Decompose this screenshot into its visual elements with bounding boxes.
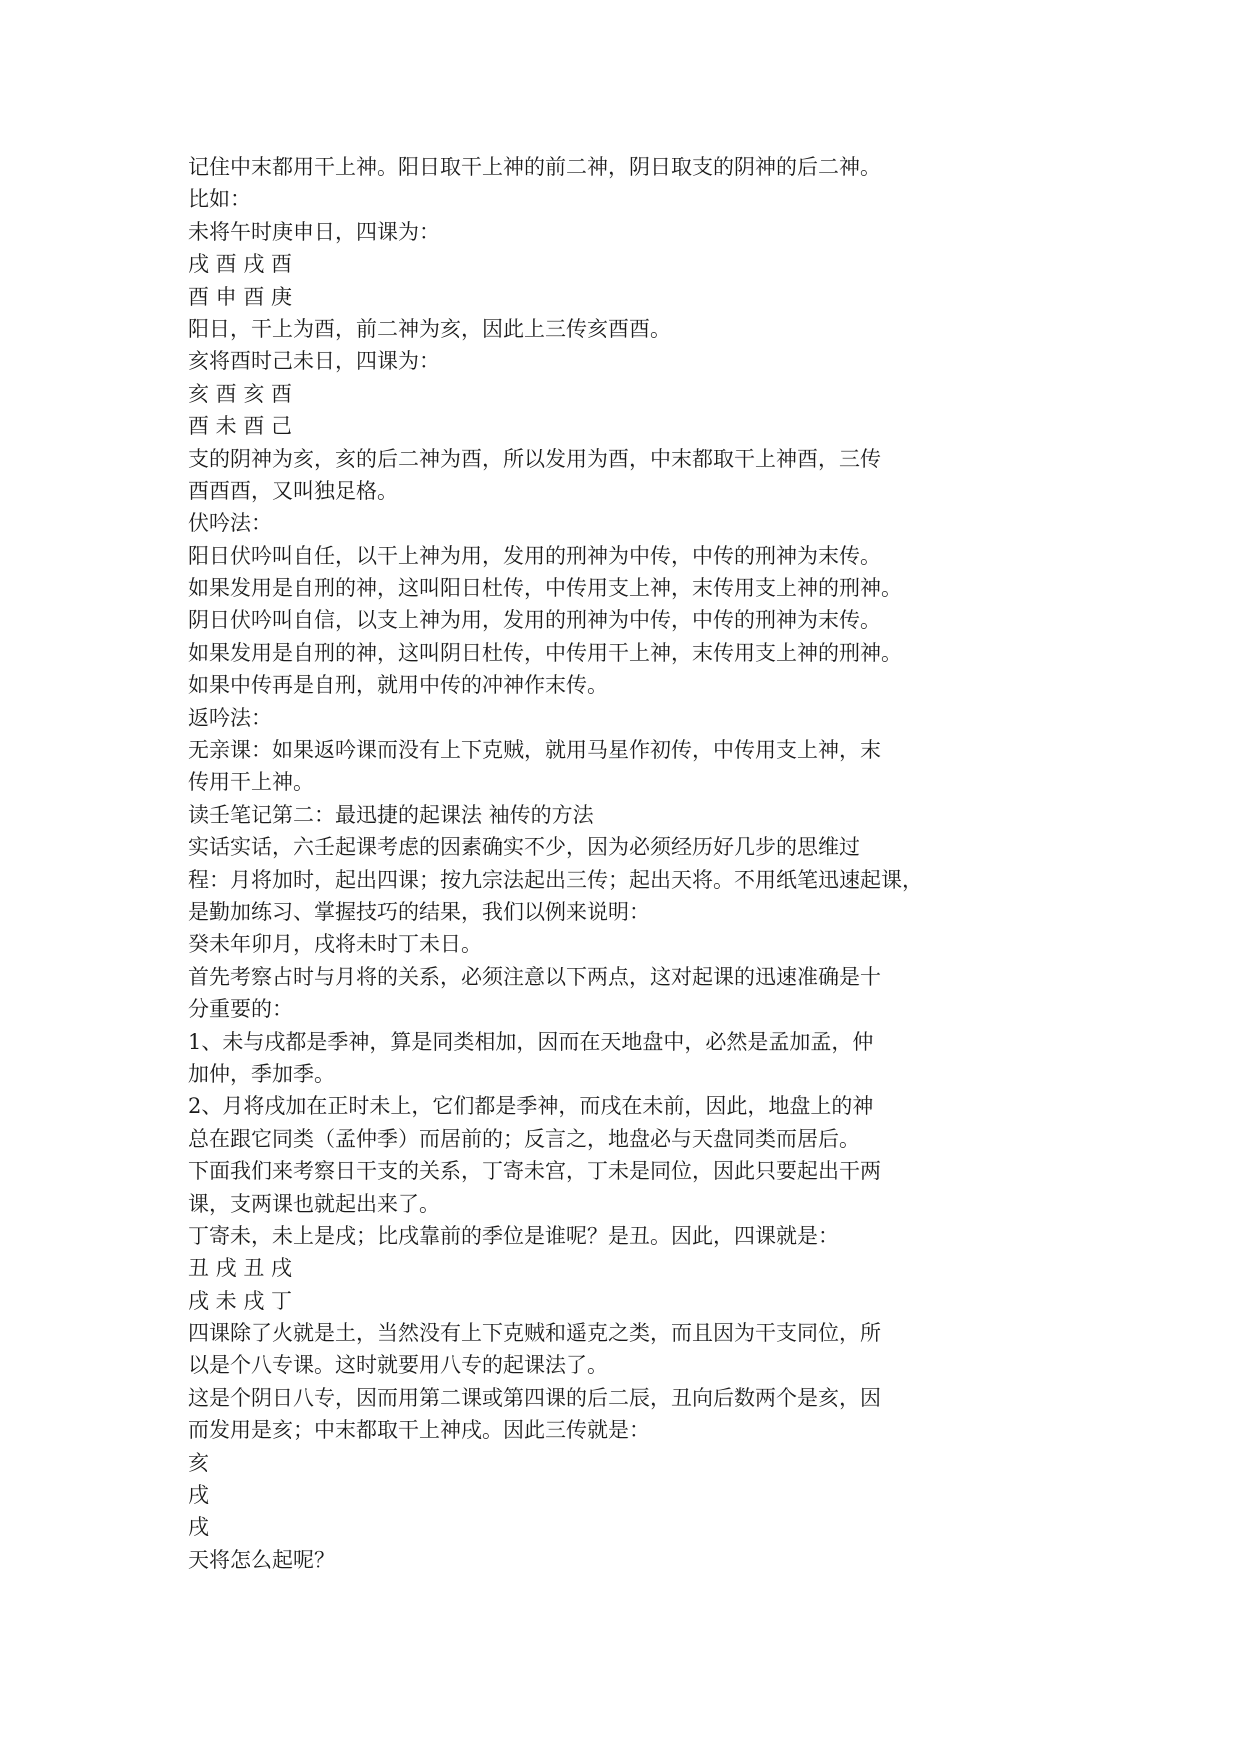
text-line: 亥将酉时己未日，四课为： bbox=[188, 349, 440, 374]
text-line: 丑 戌 丑 戌 bbox=[188, 1256, 293, 1281]
text-line: 戌 bbox=[188, 1483, 209, 1508]
text-line: 阴日伏吟叫自信，以支上神为用，发用的刑神为中传，中传的刑神为末传。 bbox=[188, 608, 881, 633]
text-line: 以是个八专课。这时就要用八专的起课法了。 bbox=[188, 1353, 608, 1378]
text-line: 支的阴神为亥，亥的后二神为酉，所以发用为酉，中末都取干上神酉，三传 bbox=[188, 446, 881, 471]
text-line: 癸未年卯月，戌将未时丁未日。 bbox=[188, 932, 482, 957]
text-line: 下面我们来考察日干支的关系，丁寄未宫，丁未是同位，因此只要起出干两 bbox=[188, 1159, 881, 1184]
text-line: 戌 酉 戌 酉 bbox=[188, 252, 293, 277]
text-line: 亥 bbox=[188, 1450, 209, 1475]
section-heading: 伏吟法： bbox=[188, 511, 272, 536]
section-title: 读壬笔记第二：最迅捷的起课法 袖传的方法 bbox=[188, 802, 594, 827]
text-line: 酉 未 酉 己 bbox=[188, 414, 293, 439]
text-line: 戌 未 戌 丁 bbox=[188, 1288, 293, 1313]
text-line: 比如： bbox=[188, 187, 251, 212]
text-line: 如果中传再是自刑，就用中传的冲神作末传。 bbox=[188, 673, 608, 698]
text-line: 亥 酉 亥 酉 bbox=[188, 381, 293, 406]
text-line: 2、月将戌加在正时未上，它们都是季神，而戌在未前，因此，地盘上的神 bbox=[188, 1094, 874, 1119]
text-line: 丁寄未，未上是戌；比戌靠前的季位是谁呢？是丑。因此，四课就是： bbox=[188, 1223, 839, 1248]
text-line: 未将午时庚申日，四课为： bbox=[188, 219, 440, 244]
text-line: 传用干上神。 bbox=[188, 770, 314, 795]
text-line: 酉 申 酉 庚 bbox=[188, 284, 293, 309]
text-line: 阳日，干上为酉，前二神为亥，因此上三传亥酉酉。 bbox=[188, 316, 671, 341]
text-line: 天将怎么起呢？ bbox=[188, 1547, 335, 1572]
text-line: 如果发用是自刑的神，这叫阳日杜传，中传用支上神，末传用支上神的刑神。 bbox=[188, 576, 902, 601]
text-line: 加仲，季加季。 bbox=[188, 1061, 335, 1086]
text-line: 首先考察占时与月将的关系，必须注意以下两点，这对起课的迅速准确是十 bbox=[188, 964, 881, 989]
text-line: 无亲课：如果返吟课而没有上下克贼，就用马星作初传，中传用支上神，末 bbox=[188, 738, 881, 763]
text-line: 分重要的： bbox=[188, 997, 293, 1022]
document-body bbox=[188, 151, 1188, 1576]
text-line: 程：月将加时，起出四课；按九宗法起出三传；起出天将。不用纸笔迅速起课， bbox=[188, 867, 923, 892]
text-line: 四课除了火就是土，当然没有上下克贼和遥克之类，而且因为干支同位，所 bbox=[188, 1321, 881, 1346]
text-line: 戌 bbox=[188, 1515, 209, 1540]
text-line: 如果发用是自刑的神，这叫阴日杜传，中传用干上神，末传用支上神的刑神。 bbox=[188, 640, 902, 665]
text-line: 记住中末都用干上神。阳日取干上神的前二神，阴日取支的阴神的后二神。 bbox=[188, 155, 881, 179]
text-line: 而发用是亥；中末都取干上神戌。因此三传就是： bbox=[188, 1418, 650, 1443]
text-line: 阳日伏吟叫自任，以干上神为用，发用的刑神为中传，中传的刑神为末传。 bbox=[188, 543, 881, 568]
text-line: 这是个阴日八专，因而用第二课或第四课的后二辰，丑向后数两个是亥，因 bbox=[188, 1385, 881, 1410]
text-line: 是勤加练习、掌握技巧的结果，我们以例来说明： bbox=[188, 899, 650, 924]
text-line: 1、未与戌都是季神，算是同类相加，因而在天地盘中，必然是孟加孟，仲 bbox=[188, 1029, 874, 1054]
text-line: 课，支两课也就起出来了。 bbox=[188, 1191, 440, 1216]
section-heading: 返吟法： bbox=[188, 705, 272, 730]
text-line: 酉酉酉，又叫独足格。 bbox=[188, 478, 398, 503]
text-line: 实话实话，六壬起课考虑的因素确实不少，因为必须经历好几步的思维过 bbox=[188, 835, 860, 860]
text-line: 总在跟它同类（孟仲季）而居前的；反言之，地盘必与天盘同类而居后。 bbox=[188, 1126, 860, 1151]
